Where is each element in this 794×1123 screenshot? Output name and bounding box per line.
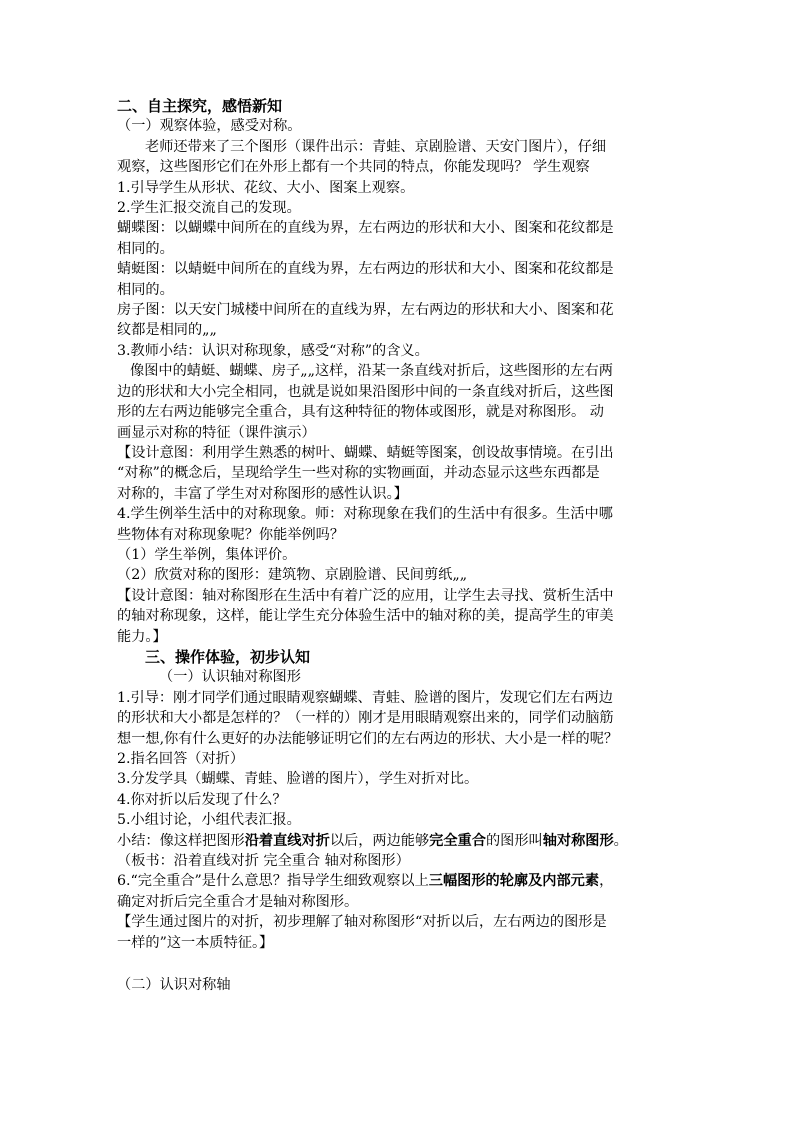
conclusion-line	[117, 831, 687, 851]
section3-title: 三、操作体验，初步认知	[145, 647, 311, 666]
document-body	[117, 96, 687, 995]
s3-step-4: 4.你对折以后发现了什么？	[117, 791, 287, 808]
summary-line-3: 形的左右两边能够完全重合，具有这种特征的物体或图形，就是对称图形。 动	[117, 404, 604, 421]
s3-step-3: 3.分发学具（蝴蝶、青蛙、脸谱的图片），学生对折对比。	[117, 771, 479, 788]
s3-step-5: 5.小组讨论，小组代表汇报。	[117, 812, 301, 829]
conclusion-part-4: 。	[613, 832, 628, 849]
house-line-2: 纹都是相同的„„	[117, 322, 217, 339]
design-note-3-line-2: 一样的”这一本质特征。】	[117, 934, 274, 951]
butterfly-line-1: 蝴蝶图：以蝴蝶中间所在的直线为界，左右两边的形状和大小、图案和花纹都是	[117, 220, 614, 237]
design-note-2-line-1: 【设计意图：轴对称图形在生活中有着广泛的应用，让学生去寻找、赏析生活中	[117, 587, 614, 604]
dragonfly-line-2: 相同的。	[117, 281, 174, 298]
section3-sub2: （二）认识对称轴	[117, 977, 231, 994]
step-2: 2.学生汇报交流自己的发现。	[117, 200, 301, 217]
section3-sub1: （一）认识轴对称图形	[159, 669, 301, 686]
s3-step-6-line-2: 确定对折后完全重合才是轴对称图形。	[117, 893, 359, 910]
conclusion-part-2: 以后，两边能够	[329, 832, 430, 849]
intro-line-2: 观察，这些图形它们在外形上都有一个共同的特点，你能发现吗？ 学生观察	[117, 159, 590, 176]
s3-step-1-line-2: 的形状和大小都是怎样的？（一样的）刚才是用眼睛观察出来的，同学们动脑筋	[117, 710, 614, 727]
design-note-2-line-3: 能力。】	[117, 628, 167, 645]
design-note-3-line-1: 【学生通过图片的对折，初步理解了轴对称图形“对折以后，左右两边的图形是	[117, 914, 607, 931]
conclusion-part-3: 的图形叫	[485, 832, 543, 849]
step-1: 1.引导学生从形状、花纹、大小、图案上观察。	[117, 179, 415, 196]
design-note-2-line-2: 的轴对称现象，这样，能让学生充分体验生活中的轴对称的美，提高学生的审美	[117, 608, 614, 625]
s3-step-1-line-1: 1.引导：刚才同学们通过眼睛观察蝴蝶、青蛙、脸谱的图片，发现它们左右两边	[117, 689, 613, 706]
butterfly-line-2: 相同的。	[117, 240, 174, 257]
summary-line-2: 边的形状和大小完全相同，也就是说如果沿图形中间的一条直线对折后，这些图	[117, 383, 614, 400]
list-item-1: （1）学生举例，集体评价。	[117, 546, 297, 563]
board-note: （板书：沿着直线对折 完全重合 轴对称图形）	[117, 853, 410, 870]
step-4-line-2: 些物体有对称现象呢？你能举例吗？	[117, 526, 345, 543]
dragonfly-line-1: 蜻蜓图：以蜻蜓中间所在的直线为界，左右两边的形状和大小、图案和花纹都是	[117, 261, 614, 278]
conclusion-bold-2: 完全重合	[429, 832, 486, 849]
s3-step-1-line-3: 想一想,你有什么更好的办法能够证明它们的左右两边的形状、大小是一样的呢？	[117, 730, 619, 747]
s3-step-6-bold: 三幅图形的轮廓及内部元素	[428, 873, 600, 890]
design-note-1-line-1: 【设计意图：利用学生熟悉的树叶、蝴蝶、蜻蜓等图案，创设故事情境。在引出	[117, 444, 614, 461]
summary-line-1: 像图中的蜻蜓、蝴蝶、房子„„这样，沿某一条直线对折后，这些图形的左右两	[130, 363, 613, 380]
s3-step-6-part-a: 6.“完全重合”是什么意思？指导学生细致观察以上	[117, 873, 429, 890]
section2-title: 二、自主探究，感悟新知	[117, 97, 283, 115]
conclusion-bold-3: 轴对称图形	[542, 832, 614, 849]
house-line-1: 房子图：以天安门城楼中间所在的直线为界，左右两边的形状和大小、图案和花	[117, 302, 614, 319]
list-item-2: （2）欣赏对称的图形：建筑物、京剧脸谱、民间剪纸„„	[117, 567, 468, 584]
conclusion-part-1: 小结：像这样把图形	[117, 832, 245, 849]
design-note-1-line-3: 对称的，丰富了学生对对称图形的感性认识。】	[117, 485, 408, 502]
step-3: 3.教师小结：认识对称现象，感受“对称”的含义。	[117, 342, 429, 359]
intro-line-1: 老师还带来了三个图形（课件出示：青蛙、京剧脸谱、天安门图片），仔细	[145, 138, 607, 155]
s3-step-2: 2.指名回答（对折）	[117, 751, 245, 767]
s3-step-6-part-c: ，	[599, 873, 614, 890]
s3-step-6-line-1	[117, 871, 687, 891]
summary-line-4: 画显示对称的特征（课件演示）	[117, 424, 316, 441]
design-note-1-line-2: “对称”的概念后，呈现给学生一些对称的实物画面，并动态显示这些东西都是	[117, 465, 600, 482]
spacer	[117, 953, 687, 975]
step-4-line-1: 4.学生例举生活中的对称现象。师：对称现象在我们的生活中有很多。生活中哪	[117, 506, 613, 523]
conclusion-bold-1: 沿着直线对折	[244, 832, 330, 849]
section2-sub1: （一）观察体验，感受对称。	[117, 118, 302, 135]
